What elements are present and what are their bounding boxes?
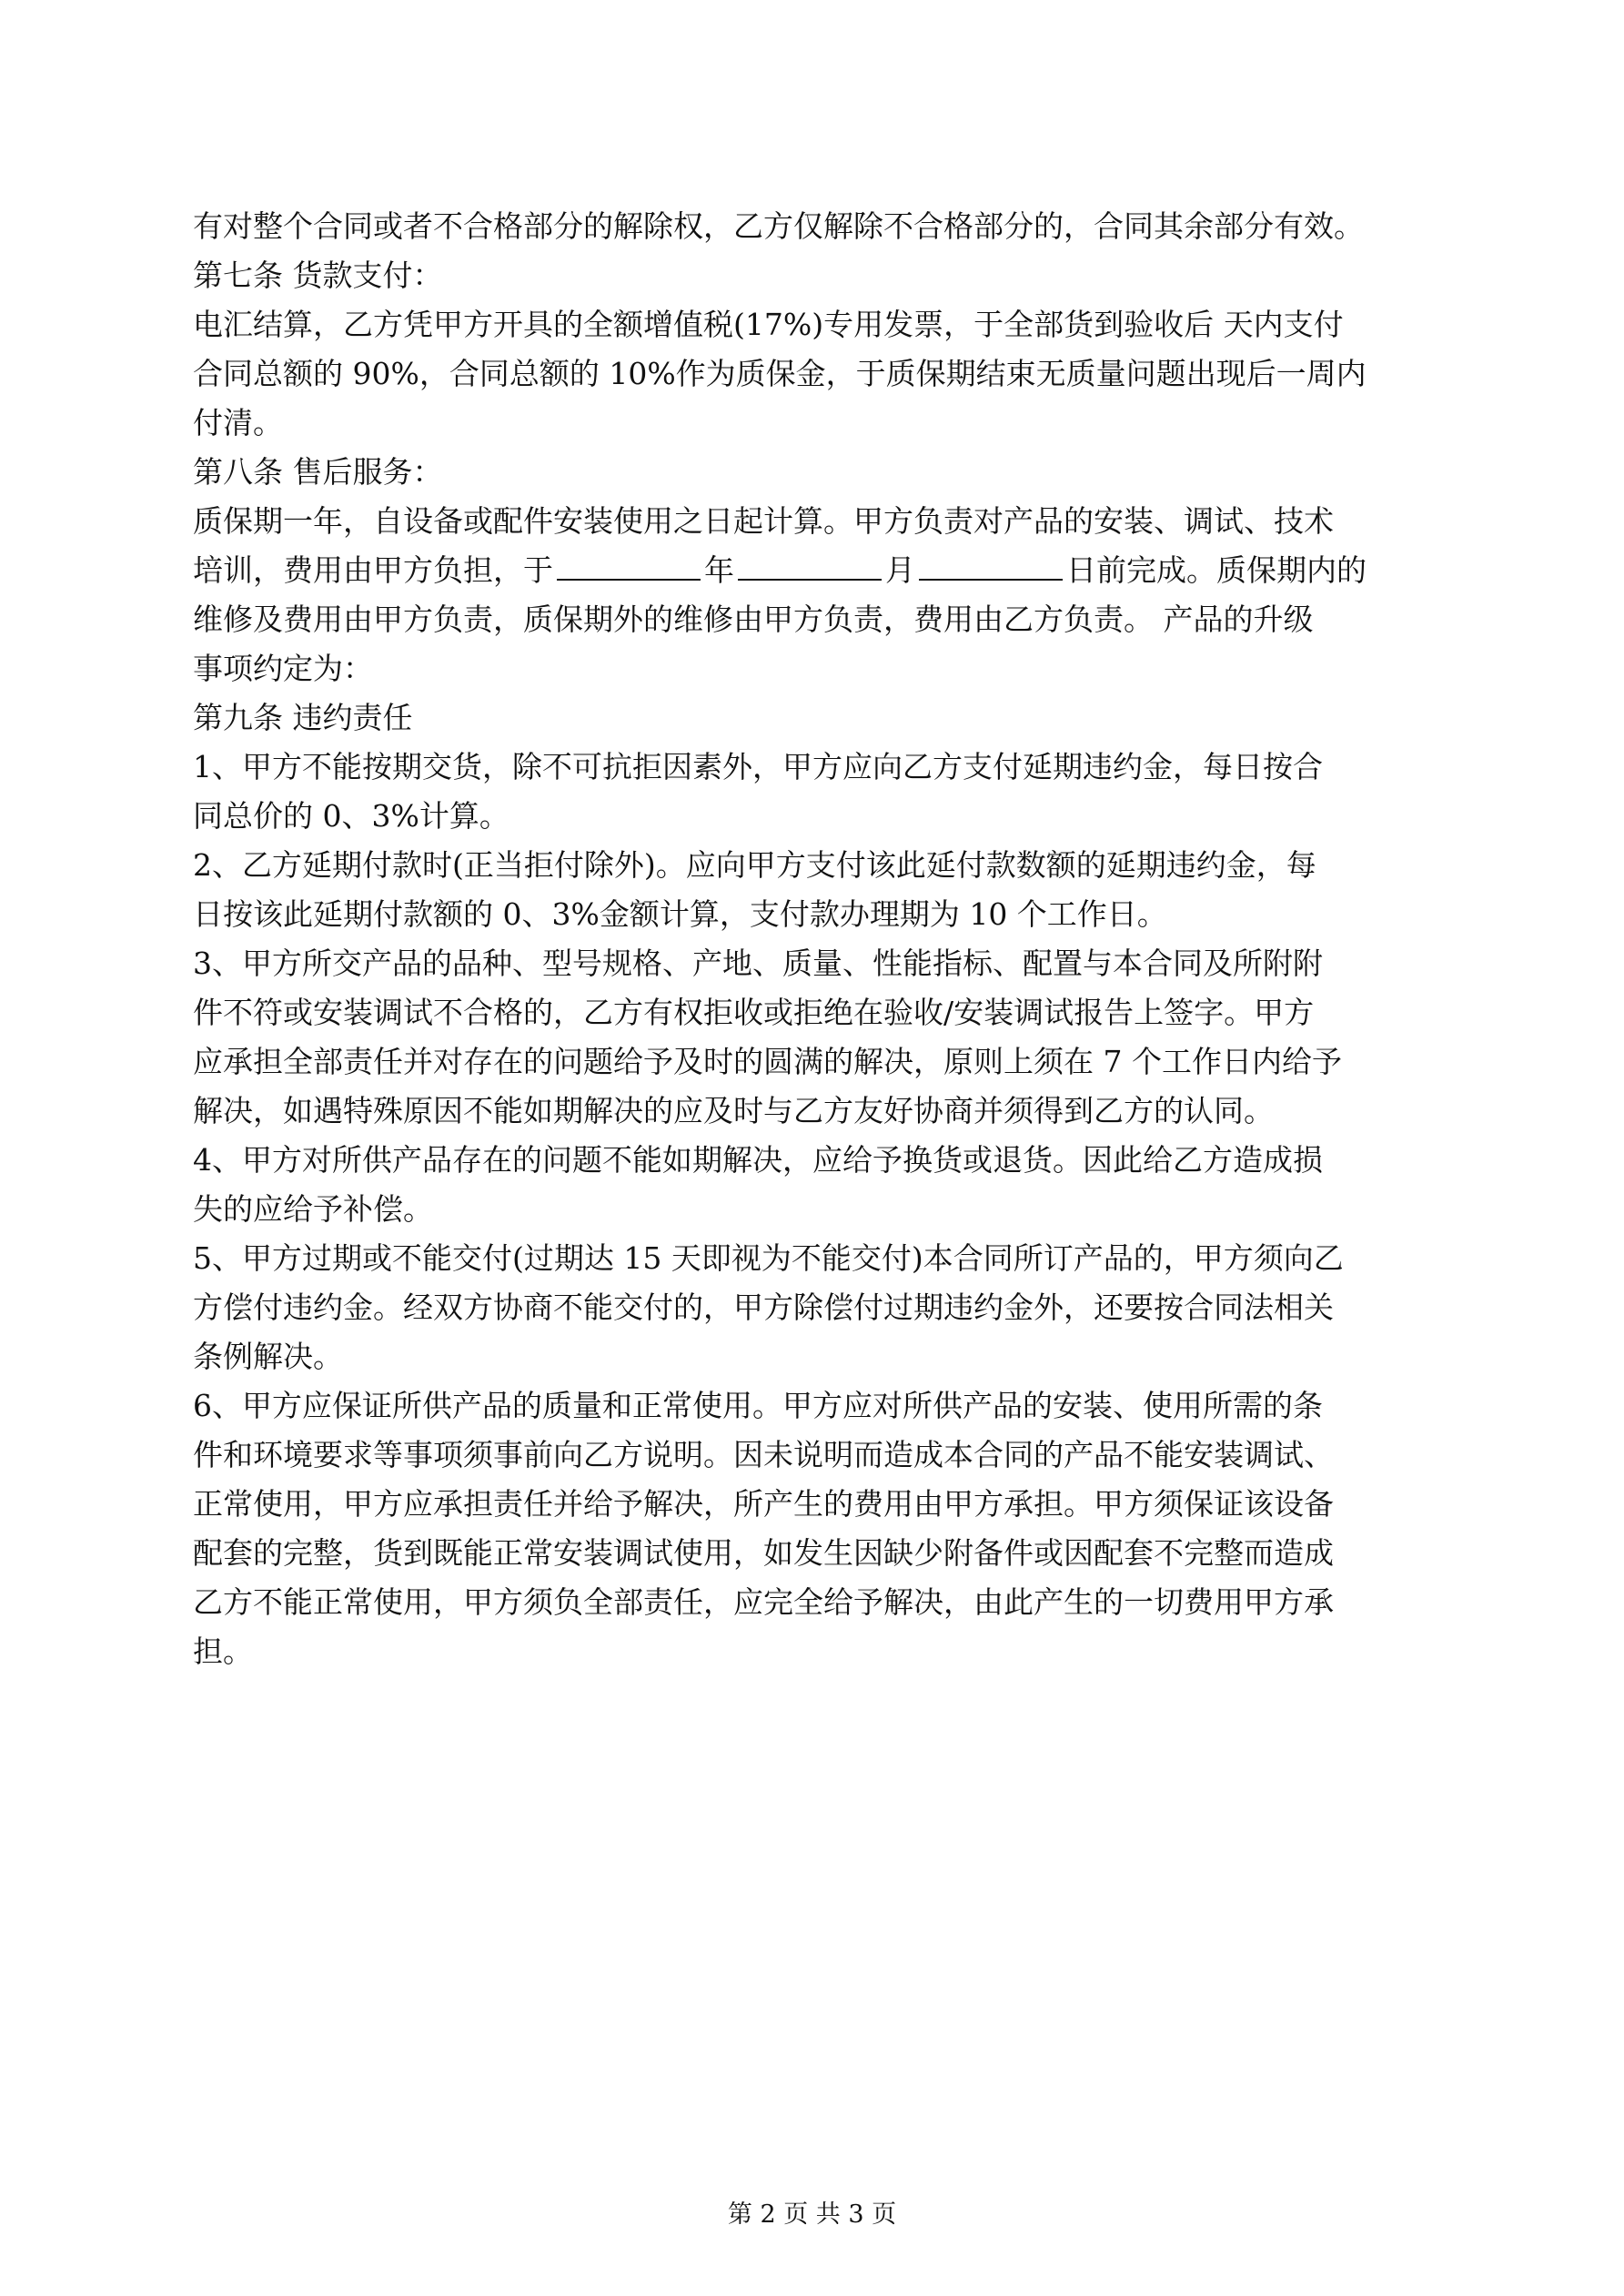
text-line: 6、甲方应保证所供产品的质量和正常使用。甲方应对所供产品的安装、使用所需的条 [193, 1388, 1323, 1423]
text-line: 担。 [193, 1633, 253, 1669]
text-line: 正常使用，甲方应承担责任并给予解决，所产生的费用由甲方承担。甲方须保证该设备 [193, 1486, 1334, 1522]
text-line: 4、甲方对所供产品存在的问题不能如期解决，应给予换货或退货。因此给乙方造成损 [193, 1142, 1323, 1178]
day-blank [919, 548, 1063, 581]
text-line: 付清。 [193, 405, 283, 440]
text-line: 2、乙方延期付款时(正当拒付除外)。应向甲方支付该此延付款数额的延期违约金，每 [193, 847, 1316, 883]
month-label: 月 [885, 552, 915, 588]
text-line: 质保期一年，自设备或配件安装使用之日起计算。甲方负责对产品的安装、调试、技术 [193, 503, 1334, 539]
text-line: 方偿付违约金。经双方协商不能交付的，甲方除偿付过期违约金外，还要按合同法相关 [193, 1290, 1334, 1325]
month-blank [738, 548, 882, 581]
text-line: 5、甲方过期或不能交付(过期达 15 天即视为不能交付)本合同所订产品的，甲方须向乙 [193, 1240, 1344, 1276]
text-line: 同总价的 0、3%计算。 [193, 798, 509, 834]
training-line-suffix: 日前完成。质保期内的 [1066, 552, 1367, 588]
section-heading-article-7: 第七条 货款支付： [193, 258, 443, 293]
document-body [193, 202, 1444, 1676]
text-line: 解决，如遇特殊原因不能如期解决的应及时与乙方友好协商并须得到乙方的认同。 [193, 1093, 1274, 1128]
year-blank [557, 548, 701, 581]
text-line: 失的应给予补偿。 [193, 1191, 433, 1227]
section-heading-article-9: 第九条 违约责任 [193, 700, 413, 735]
training-deadline-line [193, 546, 1444, 595]
text-line: 3、甲方所交产品的品种、型号规格、产地、质量、性能指标、配置与本合同及所附附 [193, 946, 1323, 981]
text-line: 日按该此延期付款额的 0、3%金额计算，支付款办理期为 10 个工作日。 [193, 896, 1167, 932]
text-line: 维修及费用由甲方负责，质保期外的维修由甲方负责，费用由乙方负责。 产品的升级 [193, 602, 1314, 637]
training-line-prefix: 培训，费用由甲方负担，于 [193, 552, 553, 588]
page-number-footer: 第 2 页 共 3 页 [727, 2200, 897, 2229]
text-line: 条例解决。 [193, 1339, 343, 1374]
text-line: 配套的完整，货到既能正常安装调试使用，如发生因缺少附备件或因配套不完整而造成 [193, 1535, 1334, 1571]
text-line: 事项约定为： [193, 651, 373, 686]
text-line: 应承担全部责任并对存在的问题给予及时的圆满的解决，原则上须在 7 个工作日内给予 [193, 1044, 1342, 1079]
text-line: 合同总额的 90%，合同总额的 10%作为质保金，于质保期结束无质量问题出现后一周内 [193, 356, 1367, 391]
section-heading-article-8: 第八条 售后服务： [193, 454, 443, 490]
text-line: 电汇结算，乙方凭甲方开具的全额增值税(17%)专用发票，于全部货到验收后 天内支付 [193, 307, 1344, 342]
text-line: 件和环境要求等事项须事前向乙方说明。因未说明而造成本合同的产品不能安装调试、 [193, 1437, 1334, 1472]
year-label: 年 [704, 552, 734, 588]
text-line: 乙方不能正常使用，甲方须负全部责任，应完全给予解决，由此产生的一切费用甲方承 [193, 1584, 1334, 1620]
text-line: 1、甲方不能按期交货，除不可抗拒因素外，甲方应向乙方支付延期违约金，每日按合 [193, 749, 1323, 784]
text-line: 件不符或安装调试不合格的，乙方有权拒收或拒绝在验收/安装调试报告上签字。甲方 [193, 995, 1315, 1030]
text-line: 有对整个合同或者不合格部分的解除权，乙方仅解除不合格部分的，合同其余部分有效。 [193, 208, 1364, 244]
